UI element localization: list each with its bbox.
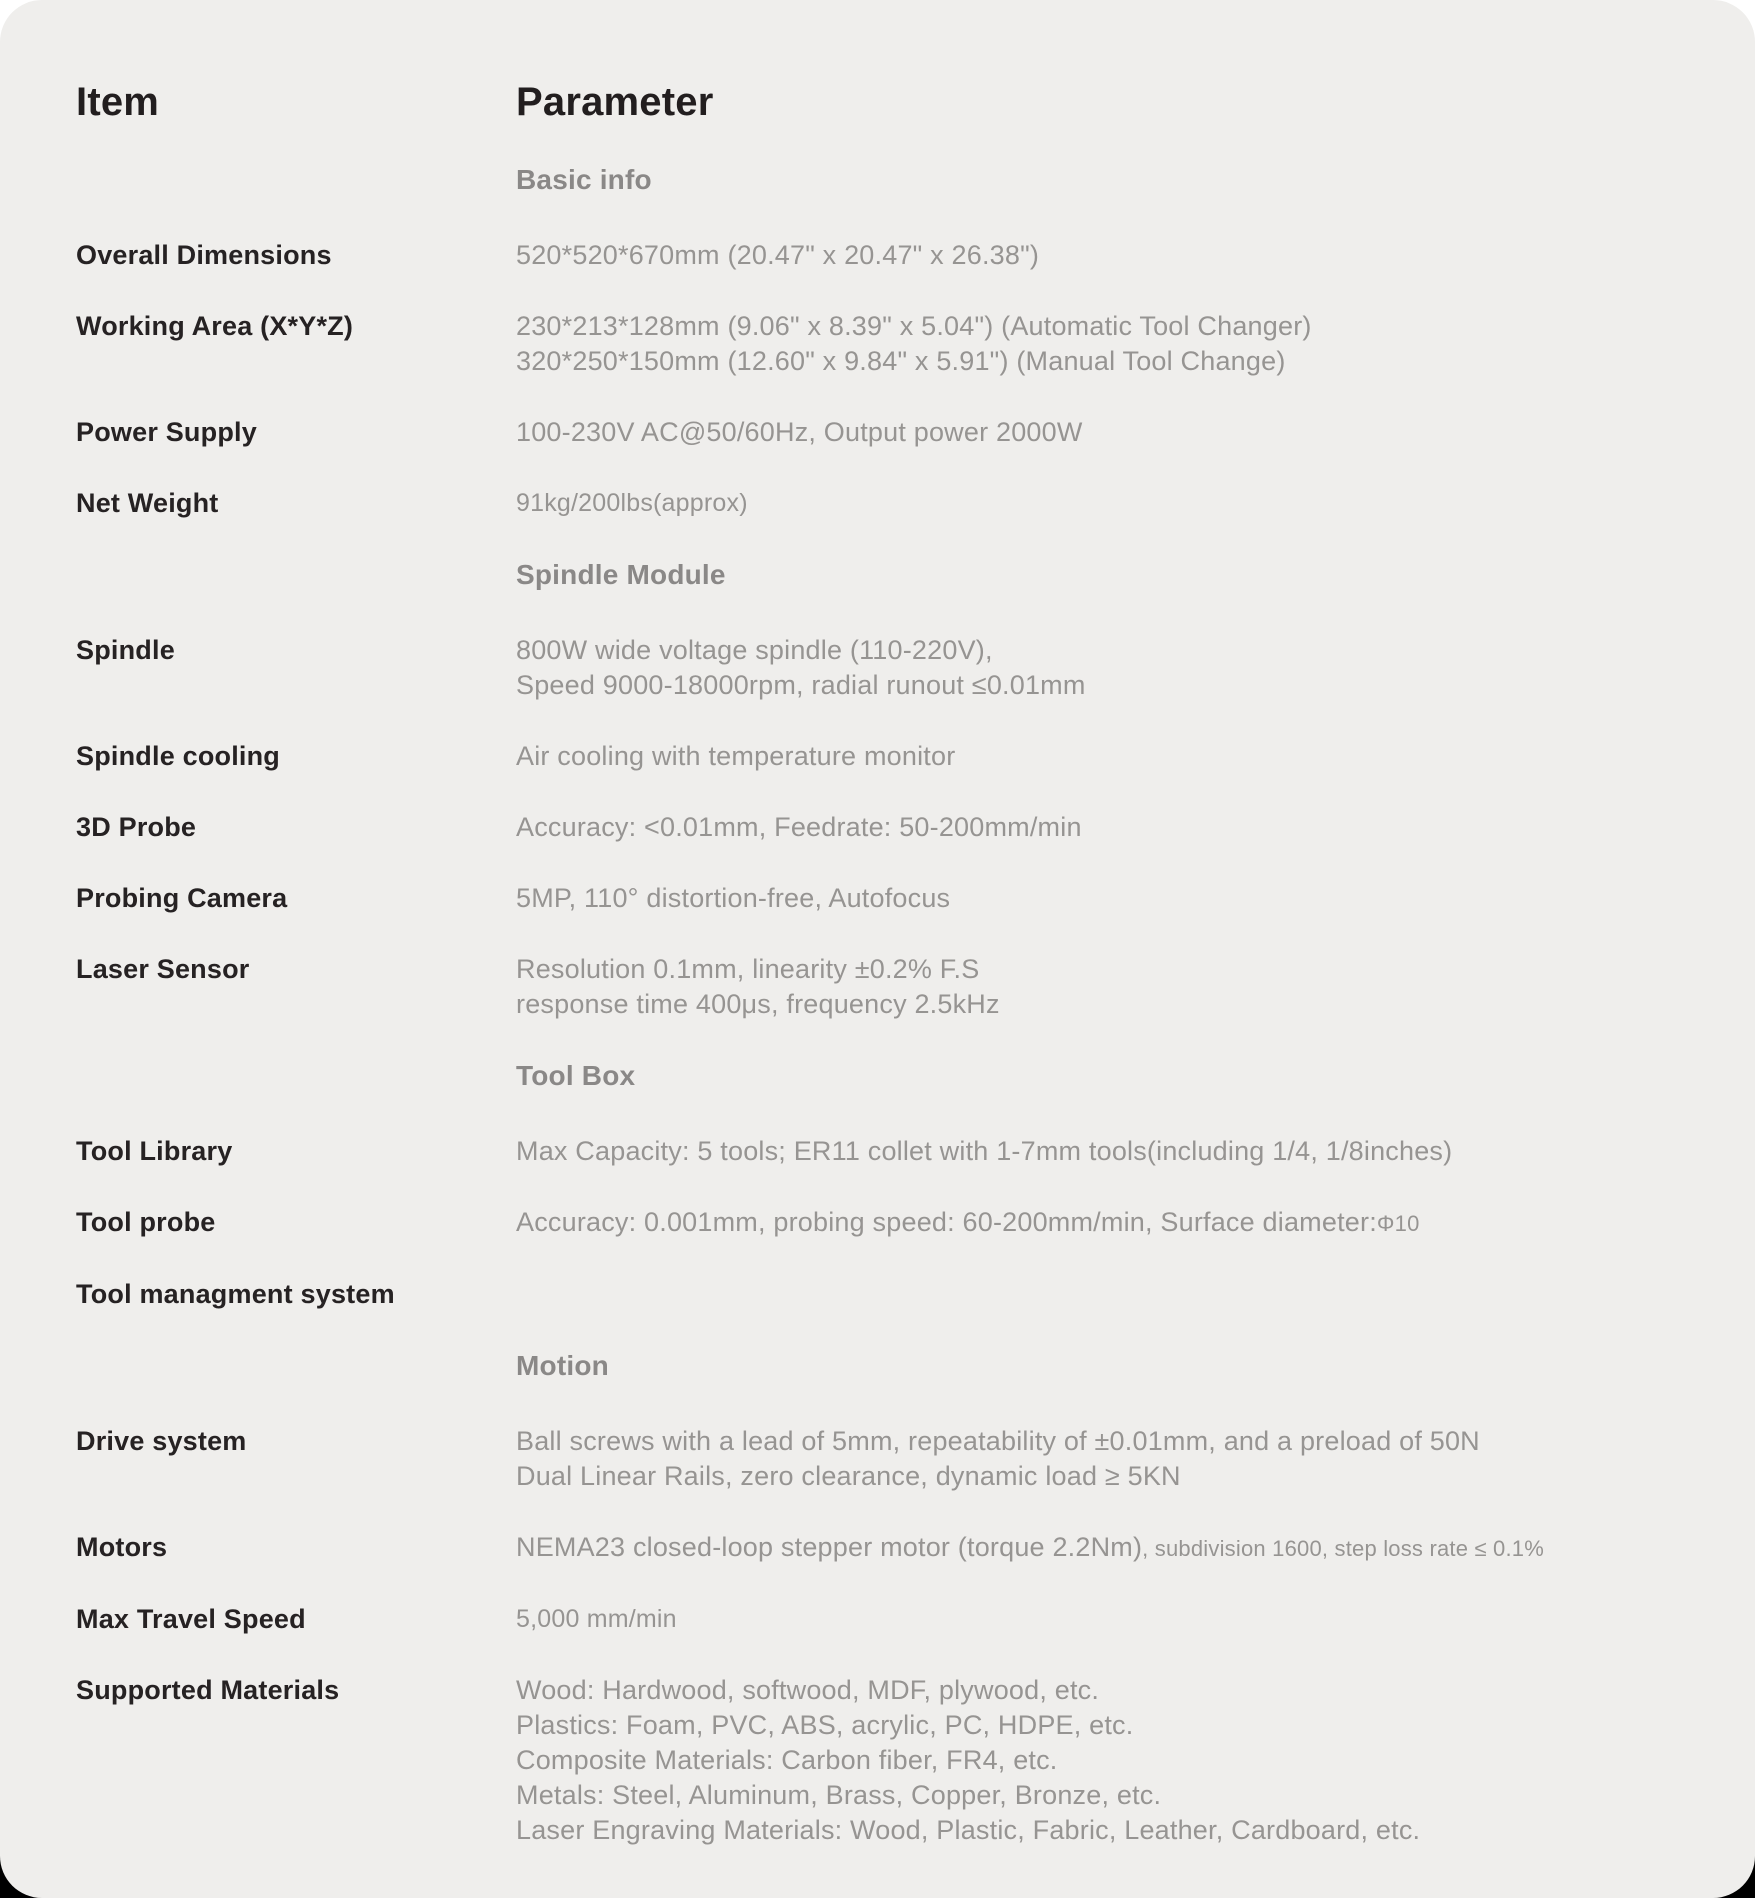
spec-item-label: Max Travel Speed [76,1604,306,1634]
spec-value-text: Laser Engraving Materials: Wood, Plastic, Fabric, Leather, Cardboard, etc. [516,1815,1421,1845]
spec-value-line [516,1602,1685,1637]
spec-value-text: Wood: Hardwood, softwood, MDF, plywood, etc. [516,1675,1100,1705]
spec-value-text: 100-230V AC@50/60Hz, Output power 2000W [516,417,1083,447]
spec-item-label: Tool Library [76,1136,233,1166]
spec-row [76,415,1685,450]
spec-parameter-value [516,309,1685,379]
spec-row [76,486,1685,521]
spec-value-text: 5,000 mm/min [516,1605,677,1633]
spec-item-label: Laser Sensor [76,954,250,984]
spec-parameter-value [516,1134,1685,1169]
section-header-row [76,162,1685,198]
spec-value-text: Metals: Steel, Aluminum, Brass, Copper, Bronze, etc. [516,1780,1162,1810]
spec-value-text: NEMA23 closed-loop stepper motor (torque 2.2Nm) [516,1532,1143,1562]
spec-parameter-value [516,810,1685,845]
spec-parameter-value [516,633,1685,703]
spec-value-line [516,1459,1685,1494]
spec-value-line [516,1424,1685,1459]
spec-row [76,309,1685,379]
spec-value-text: 800W wide voltage spindle (110-220V), [516,635,993,665]
spec-row [76,881,1685,916]
table-header-row [76,78,1685,126]
spec-value-suffix-small: , subdivision 1600, step loss rate ≤ 0.1% [1142,1536,1544,1561]
spec-row [76,1424,1685,1494]
spec-value-line [516,1530,1685,1566]
spec-parameter-value [516,415,1685,450]
section-title: Basic info [516,164,652,195]
spec-parameter-value [516,1205,1685,1241]
spec-item-label: 3D Probe [76,812,197,842]
spec-parameter-value [516,1673,1685,1848]
spec-value-text: Air cooling with temperature monitor [516,741,956,771]
section-title: Motion [516,1350,609,1381]
spec-item-label: Supported Materials [76,1675,340,1705]
spec-row [76,1134,1685,1169]
spec-value-text: Speed 9000-18000rpm, radial runout ≤0.01mm [516,670,1086,700]
spec-value-text: 230*213*128mm (9.06" x 8.39" x 5.04") (Automatic Tool Changer) [516,311,1312,341]
spec-value-line [516,1778,1685,1813]
spec-row [76,238,1685,273]
spec-rows-container [76,162,1685,1848]
spec-item-label: Spindle cooling [76,741,280,771]
section-title: Tool Box [516,1060,636,1091]
spec-value-line [516,881,1685,916]
spec-value-text: response time 400μs, frequency 2.5kHz [516,989,1000,1019]
spec-value-line [516,1205,1685,1241]
spec-value-line [516,987,1685,1022]
spec-row [76,739,1685,774]
spec-value-text: Ball screws with a lead of 5mm, repeatability of ±0.01mm, and a preload of 50N [516,1426,1480,1456]
spec-item-label: Net Weight [76,488,219,518]
spec-value-line [516,415,1685,450]
spec-item-label: Working Area (X*Y*Z) [76,311,354,341]
spec-item-label: Tool managment system [76,1279,395,1309]
spec-item-label: Power Supply [76,417,257,447]
spec-value-text: 91kg/200lbs(approx) [516,489,748,517]
spec-value-line [516,344,1685,379]
spec-value-line [516,668,1685,703]
spec-row [76,1530,1685,1566]
spec-row [76,1277,1685,1312]
spec-value-suffix-small: Φ10 [1376,1211,1420,1236]
spec-row [76,1673,1685,1848]
spec-row [76,633,1685,703]
spec-value-line [516,238,1685,273]
spec-parameter-value [516,881,1685,916]
spec-item-label: Overall Dimensions [76,240,332,270]
spec-value-line [516,952,1685,987]
spec-parameter-value [516,952,1685,1022]
spec-value-line [516,633,1685,668]
spec-value-line [516,1708,1685,1743]
spec-item-label: Drive system [76,1426,247,1456]
section-header-row [76,1348,1685,1384]
spec-parameter-value [516,1424,1685,1494]
spec-value-line [516,739,1685,774]
spec-value-text: Resolution 0.1mm, linearity ±0.2% F.S [516,954,980,984]
spec-value-text: Max Capacity: 5 tools; ER11 collet with 1-7mm tools(including 1/4, 1/8inches) [516,1136,1453,1166]
spec-value-line [516,1134,1685,1169]
spec-item-label: Motors [76,1532,168,1562]
spec-value-text: Composite Materials: Carbon fiber, FR4, etc. [516,1745,1058,1775]
spec-row [76,952,1685,1022]
spec-row [76,810,1685,845]
spec-value-line [516,810,1685,845]
spec-value-line [516,1743,1685,1778]
column-header-parameter: Parameter [516,80,714,124]
section-header-row [76,1058,1685,1094]
spec-item-label: Tool probe [76,1207,216,1237]
spec-value-line [516,1673,1685,1708]
spec-parameter-value [516,1602,1685,1637]
spec-row [76,1205,1685,1241]
spec-value-text: Dual Linear Rails, zero clearance, dynamic load ≥ 5KN [516,1461,1181,1491]
spec-value-text: 5MP, 110° distortion-free, Autofocus [516,883,951,913]
spec-value-text: Accuracy: 0.001mm, probing speed: 60-200mm/min, Surface diameter: [516,1207,1377,1237]
spec-value-line [516,486,1685,521]
spec-value-text: 320*250*150mm (12.60" x 9.84" x 5.91") (Manual Tool Change) [516,346,1286,376]
spec-value-line [516,1813,1685,1848]
spec-item-label: Spindle [76,635,175,665]
section-title: Spindle Module [516,559,726,590]
spec-parameter-value [516,486,1685,521]
spec-value-line [516,309,1685,344]
section-header-row [76,557,1685,593]
spec-value-text: 520*520*670mm (20.47" x 20.47" x 26.38") [516,240,1040,270]
spec-row [76,1602,1685,1637]
spec-value-text: Accuracy: <0.01mm, Feedrate: 50-200mm/min [516,812,1082,842]
spec-item-label: Probing Camera [76,883,288,913]
spec-parameter-value [516,1530,1685,1566]
spec-parameter-value [516,739,1685,774]
spec-parameter-value [516,238,1685,273]
column-header-item: Item [76,80,160,124]
spec-value-text: Plastics: Foam, PVC, ABS, acrylic, PC, HDPE, etc. [516,1710,1134,1740]
